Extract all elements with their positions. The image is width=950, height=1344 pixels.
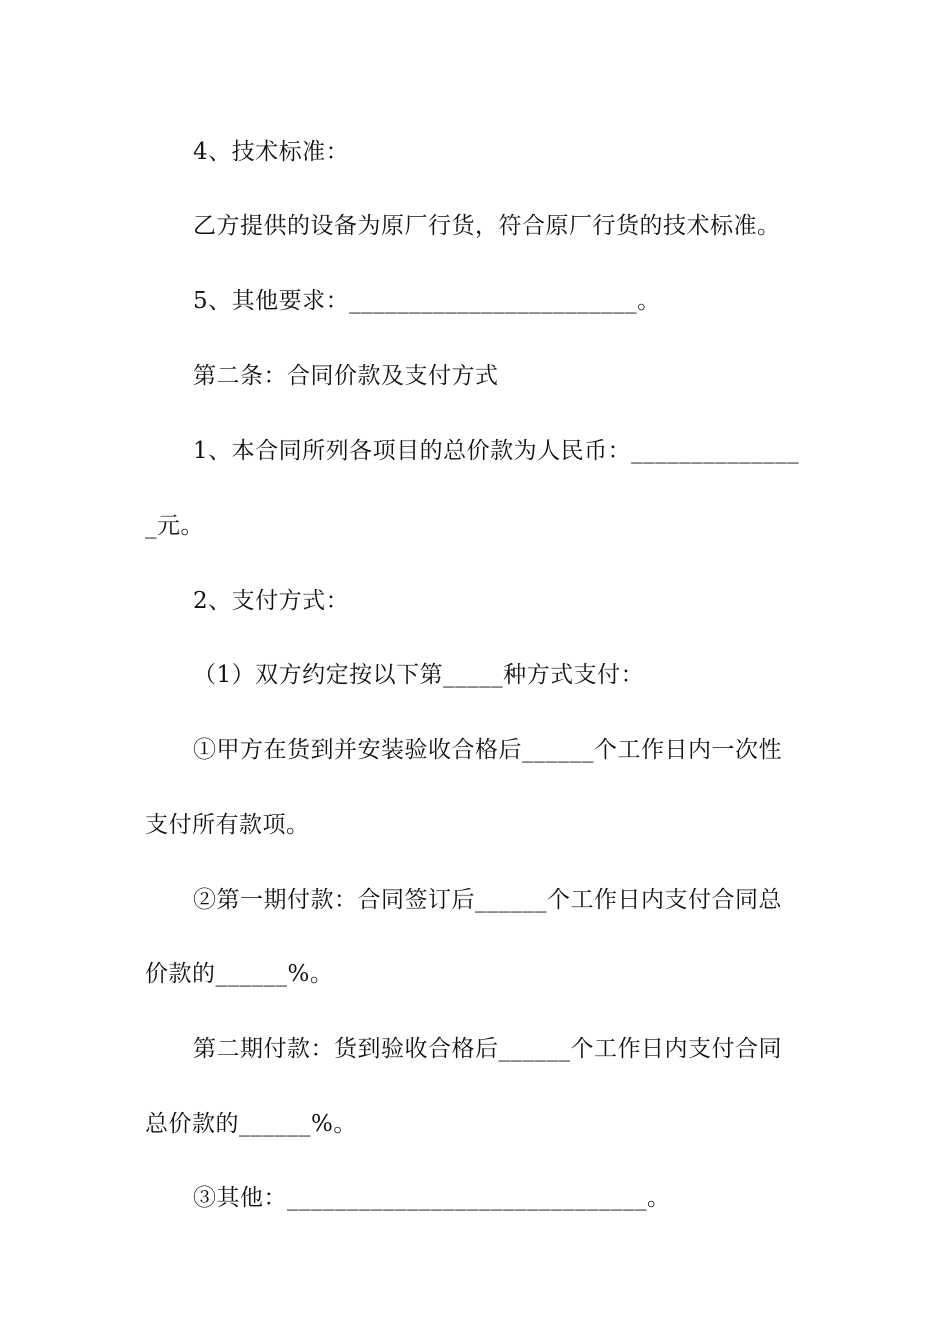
clause-4-body: 乙方提供的设备为原厂行货，符合原厂行货的技术标准。 — [193, 213, 781, 239]
option-2-second-payment-line-2: 总价款的______%。 — [145, 1111, 357, 1137]
option-2-first-payment-line-2: 价款的______%。 — [145, 961, 334, 987]
clause-4-heading: 4、技术标准： — [193, 139, 350, 165]
option-2-first-payment-line-1: ②第一期付款：合同签订后______个工作日内支付合同总 — [193, 887, 782, 913]
option-1-line-2: 支付所有款项。 — [145, 812, 310, 838]
option-3-other: ③其他：______________________________。 — [193, 1185, 671, 1211]
clause-5-other-requirements: 5、其他要求：________________________。 — [193, 288, 661, 314]
option-2-second-payment-line-1: 第二期付款：货到验收合格后______个工作日内支付合同 — [193, 1036, 782, 1062]
article-2-heading: 第二条：合同价款及支付方式 — [193, 363, 499, 389]
payment-option-choice: （1）双方约定按以下第_____种方式支付： — [193, 662, 645, 688]
price-line-2: _元。 — [145, 513, 204, 539]
payment-method-heading: 2、支付方式： — [193, 588, 350, 614]
price-line-1: 1、本合同所列各项目的总价款为人民币：______________ — [193, 438, 800, 464]
option-1-line-1: ①甲方在货到并安装验收合格后______个工作日内一次性 — [193, 737, 782, 763]
